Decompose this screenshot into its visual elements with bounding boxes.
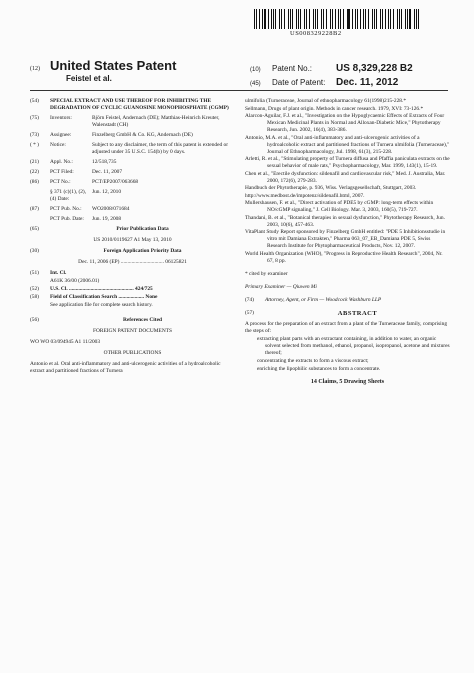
barcode-bar <box>382 9 383 29</box>
attorney: Attorney, Agent, or Firm — Woodcock Washburn LLP <box>265 296 382 303</box>
document-number: US008329228B2 <box>290 30 342 37</box>
biblio-value: Finzelberg GmbH & Co. KG, Andernach (DE) <box>92 132 193 138</box>
biblio-value: SPECIAL EXTRACT AND USE THEREOF FOR INHIBITING THE DEGRADATION OF CYCLIC GUANOSINE MONOPHOSPHATE (CGMP) <box>50 98 229 111</box>
biblio-code: (86) <box>30 179 39 185</box>
classification-rows <box>30 270 235 309</box>
biblio-code: (87) <box>30 206 39 212</box>
barcode-bar <box>262 9 263 29</box>
biblio-row <box>30 189 235 203</box>
abstract-step: enriching the lipophilic substances to form a concentrate. <box>257 365 381 372</box>
biblio-label: PCT Pub. Date: <box>50 216 84 222</box>
barcode-bar <box>300 9 301 29</box>
abstract-heading <box>245 310 450 317</box>
barcode-bar <box>332 9 333 29</box>
barcode-bar <box>409 9 411 29</box>
barcode-bar <box>290 9 291 29</box>
biblio-label: Assignee: <box>50 132 72 138</box>
patent-number: US 8,329,228 B2 <box>336 63 413 74</box>
biblio-label: § 371 (c)(1), (2), (4) Date: <box>50 189 87 202</box>
attorney-code: (74) <box>245 296 254 303</box>
left-column <box>30 98 235 375</box>
reference-entry: Alarcon-Aguilar, F.J. et al., "Investigation on the Hypoglycaemic Effects of Extracts of Four Mexican Medicinal Plants in Normal and Alloxan-Diabetic Mice," Phytotherapy Research, Jun. 2002, 16(4), 383-386. <box>245 113 445 133</box>
biblio-value: Subject to any disclaimer, the term of this patent is extended or adjusted under 35 U.S.C. 154(b) by 0 days. <box>92 142 229 155</box>
abstract-intro: A process for the preparation of an extract from a plant of the Turneraceae family, comprising the steps of: <box>245 320 448 334</box>
biblio-code <box>30 216 50 223</box>
cited-by-examiner: * cited by examiner <box>245 270 288 277</box>
biblio-row <box>30 169 235 176</box>
abstract-code: (57) <box>245 309 254 316</box>
barcode-bar <box>374 9 375 29</box>
classification-row <box>30 294 235 301</box>
barcode-bar <box>298 9 299 29</box>
bibliographic-rows <box>30 98 235 223</box>
barcode-bar <box>376 9 377 29</box>
references-cited-title: References Cited <box>123 317 162 323</box>
primary-examiner: Primary Examiner — Qiuwen Mi <box>245 283 317 290</box>
barcode-bar <box>347 9 348 29</box>
barcode-bar <box>254 9 255 29</box>
biblio-code <box>30 189 50 203</box>
barcode-bar <box>273 9 274 29</box>
reference-entry: http://www.medbost.de/impotenz/sildenafil.html, 2007. <box>245 192 365 199</box>
classification-row <box>30 270 235 277</box>
barcode-bar <box>418 9 419 29</box>
barcode-bar <box>279 9 280 29</box>
other-publications-text: Antonio et al. Oral anti-inflammatory and anti-ulcerogenic activities of a hydroalcoholic extract and partitioned fractions of Turnera <box>30 361 221 374</box>
barcode-bar <box>360 9 361 29</box>
barcode-bar <box>368 9 370 29</box>
patent-date-label: Date of Patent: <box>272 78 326 87</box>
reference-entry: Chen et al., "Erectile dysfunction: sildenafil and cardiovascular risk," Med. J. Australia, Mar. 2000, 172(6), 279-283. <box>245 170 446 184</box>
classification-code: (51) <box>30 270 39 276</box>
biblio-label: PCT No.: <box>50 179 71 185</box>
barcode-bar <box>296 9 297 29</box>
barcode-bar <box>405 9 406 29</box>
biblio-code: (22) <box>30 169 39 175</box>
barcode <box>254 9 422 29</box>
classification-row <box>30 286 235 293</box>
barcode-bar <box>292 9 293 29</box>
biblio-value: PCT/EP2007/063668 <box>92 179 139 185</box>
prior-publication-entry: US 2010/0119627 A1 May 13, 2010 <box>93 237 172 243</box>
biblio-row <box>30 115 235 129</box>
biblio-row <box>30 98 235 112</box>
biblio-code: (75) <box>30 115 39 121</box>
type-code: (12) <box>30 66 40 72</box>
barcode-bar <box>397 9 398 29</box>
classification-row <box>30 302 235 309</box>
biblio-value: Dec. 11, 2007 <box>92 169 123 175</box>
biblio-label: Notice: <box>50 142 66 148</box>
reference-entry: Sellmann, Drugs of plant origin. Methods in cancer research. 1979, XVI: 73-126.* <box>245 105 424 112</box>
foreign-priority-entry: Dec. 11, 2006 (EP) ................................ 06125821 <box>78 259 187 265</box>
other-publications-title: OTHER PUBLICATIONS <box>103 350 162 356</box>
prior-publication-heading <box>30 226 235 233</box>
right-column <box>245 98 450 386</box>
biblio-code: (21) <box>30 159 39 165</box>
classification-code <box>30 278 50 285</box>
barcode-bar <box>275 9 276 29</box>
barcode-bar <box>271 9 272 29</box>
barcode-bar <box>372 9 373 29</box>
biblio-value: Björn Feistel, Andernach (DE); Matthias-Heinrich Kreuter, Walenstadt (CH) <box>92 115 220 128</box>
foreign-docs-entry: WO WO 03/094945 A1 11/2003 <box>30 339 101 345</box>
barcode-bar <box>363 9 364 29</box>
barcode-bar <box>343 9 344 29</box>
abstract-title: ABSTRACT <box>337 309 378 317</box>
reference-entry: Arletti, R. et al., "Stimulating property of Turnera diffusa and Pfaffia paniculata extracts on the sexual behavior of male rats," Psychopharmacology, Mar. 1999, 143(1), 15-19. <box>245 156 450 169</box>
reference-entry: Antonio, M.A. et al., "Oral anti-inflammatory and anti-ulcerogenic activities of a hydroalcoholic extract and partitioned fractions of Turnera ulmifolia (Turneraceae)," Journal of Ethnopharmacology, Jul. 1998, 61(3), 215-228. <box>245 134 450 155</box>
prior-publication-title: Prior Publication Data <box>116 226 169 232</box>
classification-text: U.S. Cl. ................................................ 424/725 <box>50 286 153 292</box>
barcode-bar <box>388 9 389 29</box>
classification-text: Int. Cl. <box>50 270 67 276</box>
attorney-row <box>245 297 450 304</box>
barcode-bar <box>414 9 415 29</box>
reference-list <box>245 98 450 265</box>
foreign-priority-code: (30) <box>30 248 39 254</box>
barcode-bar <box>304 9 305 29</box>
classification-text: See application file for complete search history. <box>50 302 153 308</box>
abstract-step: concentrating the extracts to form a viscous extract; <box>257 357 369 364</box>
barcode-bar <box>357 9 358 29</box>
biblio-label: PCT Pub. No.: <box>50 206 82 212</box>
barcode-bar <box>256 9 257 29</box>
barcode-bar <box>284 9 286 29</box>
reference-entry: World Health Organization (WHO), "Progress in Reproductive Health Research", 2004, Nr. 67, 8 pp. <box>245 250 443 264</box>
barcode-bar <box>309 9 310 29</box>
classification-text: Field of Classification Search ................... None <box>50 294 158 300</box>
barcode-bar <box>390 9 392 29</box>
biblio-label: Appl. No.: <box>50 159 73 165</box>
barcode-bar <box>259 9 260 29</box>
barcode-bar <box>407 9 408 29</box>
barcode-bar <box>385 9 386 29</box>
biblio-row <box>30 206 235 213</box>
patent-date-row <box>250 72 398 90</box>
patent-number-code: (10) <box>250 67 261 73</box>
biblio-code: ( * ) <box>30 142 39 148</box>
barcode-bar <box>306 9 308 29</box>
barcode-bar <box>317 9 318 29</box>
barcode-bar <box>264 9 266 29</box>
classification-text: A61K 36/00 (2006.01) <box>50 278 100 284</box>
abstract-step: extracting plant parts with an extractant containing, in addition to water, an organic solvent selected from methanol, ethanol, propanol, isopropanol, acetone and mixtures thereof; <box>257 335 450 356</box>
barcode-bar <box>323 9 325 29</box>
barcode-bar <box>401 9 402 29</box>
header-rule <box>30 90 448 91</box>
classification-row <box>30 278 235 285</box>
biblio-row <box>30 216 235 223</box>
barcode-bar <box>268 9 269 29</box>
claims-count: 14 Claims, 5 Drawing Sheets <box>310 378 385 385</box>
reference-entry: Handbuch der Phytotherapie, p. 936, Wiss. Verlagsgesellschaft, Stuttgart, 2003. <box>245 185 417 191</box>
barcode-bar <box>355 9 356 29</box>
barcode-bar <box>321 9 322 29</box>
biblio-row <box>30 179 235 186</box>
barcode-bar <box>348 9 350 29</box>
prior-publication-code: (65) <box>30 226 39 232</box>
reference-entry: Thandani, B. et al., "Botanical therapies in sexual dysfunction," Phytotherapy Research, Jun. 2003, 10(6), 457-463. <box>245 214 445 228</box>
abstract-steps <box>245 336 450 373</box>
foreign-priority-title: Foreign Application Priority Data <box>103 248 182 254</box>
reference-entry: VitaPlant Study Report sponsored by Finzelberg GmbH entitled: "PDE 5 Inhibitionsstudie in vitro mit Damiana Extrakten," Pharma 063_07_EB_Damiana PDE 5, Swiss Research Institute for Phytopharmaceutical Products, Nov. 12, 2007. <box>245 229 446 249</box>
patent-date-code: (45) <box>250 81 261 87</box>
biblio-code: (54) <box>30 98 39 104</box>
biblio-row <box>30 132 235 139</box>
biblio-label: PCT Filed: <box>50 169 74 175</box>
barcode-bar <box>288 9 289 29</box>
barcode-bar <box>380 9 381 29</box>
inventors-short: Feistel et al. <box>66 74 112 83</box>
barcode-bar <box>281 9 282 29</box>
biblio-value: Jun. 19, 2008 <box>92 216 122 222</box>
biblio-row <box>30 142 235 156</box>
biblio-value: 12/518,735 <box>92 159 117 165</box>
barcode-bar <box>416 9 417 29</box>
biblio-value: WO2008/071684 <box>92 206 130 212</box>
reference-entry: Mullershausen, F. et al., "Direct activation of PDE5 by cGMP: long-term effects within NO/cGMP signaling," J. Cell Biology. Mar. 3, 2003, 160(5), 719-727. <box>245 200 434 213</box>
classification-code: (58) <box>30 294 39 300</box>
reference-entry: ulmifolia (Turneraceae, Journal of ethnopharmacology 61(1998)215-228.* <box>245 98 407 104</box>
foreign-priority-heading <box>30 248 235 255</box>
references-cited-code: (56) <box>30 317 39 323</box>
barcode-bar <box>393 9 394 29</box>
barcode-bar <box>365 9 366 29</box>
patent-date: Dec. 11, 2012 <box>336 77 399 88</box>
barcode-bar <box>313 9 314 29</box>
classification-code <box>30 302 50 309</box>
barcode-bar <box>399 9 400 29</box>
biblio-code: (73) <box>30 132 39 138</box>
biblio-label: Inventors: <box>50 115 72 121</box>
barcode-bar <box>340 9 341 29</box>
biblio-value: Jun. 12, 2010 <box>92 189 122 195</box>
foreign-docs-title: FOREIGN PATENT DOCUMENTS <box>92 328 173 334</box>
barcode-bar <box>326 9 327 29</box>
references-cited-heading <box>30 317 235 324</box>
barcode-bar <box>335 9 336 29</box>
barcode-bar <box>338 9 339 29</box>
barcode-bar <box>315 9 316 29</box>
patent-title-block <box>30 57 176 75</box>
classification-code: (52) <box>30 286 39 292</box>
patent-number-label: Patent No.: <box>272 64 313 73</box>
barcode-bar <box>352 9 353 29</box>
patent-title: United States Patent <box>50 58 177 73</box>
biblio-row <box>30 159 235 166</box>
barcode-bar <box>330 9 331 29</box>
